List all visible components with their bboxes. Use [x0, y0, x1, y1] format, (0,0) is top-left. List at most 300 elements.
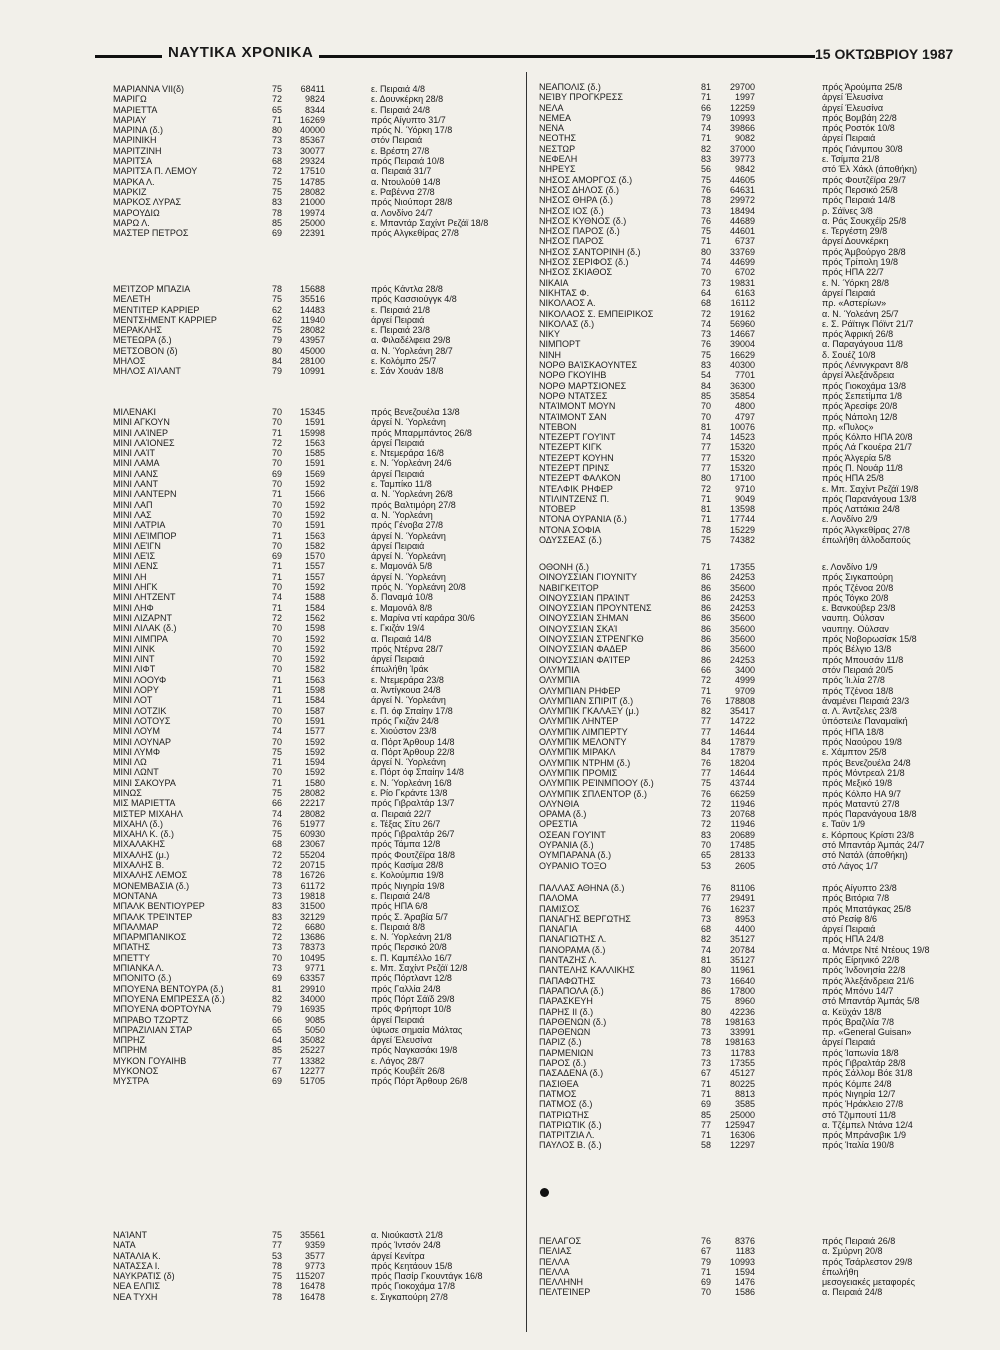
ship-row	[539, 463, 979, 473]
ship-status: ε. Μαμονάλ 5/8	[371, 561, 433, 572]
ship-name: ΟΣΕΑΝ ΓΟΥΊΝΤ	[539, 829, 606, 840]
build-year: 73	[700, 205, 711, 216]
build-year: 84	[271, 356, 282, 367]
ship-status: πρός Ροστόκ 10/8	[822, 123, 895, 134]
build-year: 84	[700, 380, 711, 391]
tonnage: 14523	[729, 432, 755, 443]
build-year: 70	[271, 499, 282, 510]
tonnage: 24253	[729, 592, 755, 603]
tonnage: 13382	[299, 1055, 325, 1066]
ship-row	[539, 758, 979, 768]
build-year: 75	[271, 1271, 282, 1282]
ship-status: πρός Πειραιά 14/8	[822, 195, 896, 206]
tonnage: 7701	[734, 370, 755, 381]
page-title: ΝΑΥΤΙΚΑ ΧΡΟΝΙΚΑ	[162, 44, 319, 61]
ship-row	[539, 675, 979, 685]
ship-status: ε. Πειραιά 24/8	[371, 890, 431, 901]
build-year: 71	[700, 133, 711, 144]
ship-status: πρός Γιάνμπου 30/8	[822, 143, 903, 154]
ship-row	[113, 582, 513, 592]
build-year: 77	[700, 767, 711, 778]
ship-name: ΜΠΡΗΖ	[113, 1035, 145, 1046]
ship-name: ΜΙΝΙ ΛΙΦΤ	[113, 664, 156, 675]
tonnage: 15320	[729, 442, 755, 453]
ship-name: ΝΙΜΠΟΡΤ	[539, 339, 581, 350]
ship-name: ΜΑΡΚΙΖ	[113, 186, 147, 197]
ship-row	[539, 644, 979, 654]
ship-status: πρός Γιβραλτάρ 28/8	[822, 1058, 906, 1069]
ship-status: ε. Μαμονάλ 8/8	[371, 602, 433, 613]
ship-name: ΜΙΝΙ ΛΙΝΚ	[113, 643, 156, 654]
ship-status: πρ. «Πυλος»	[822, 421, 874, 432]
tonnage: 1592	[304, 767, 325, 778]
ship-name: ΠΑΜΙΣΟΣ	[539, 903, 580, 914]
build-year: 69	[700, 1277, 711, 1288]
tonnage: 9771	[304, 963, 325, 974]
ship-status: άργεί Έλευσίνα	[371, 1035, 433, 1046]
ship-row	[113, 284, 513, 294]
ship-row	[113, 335, 513, 345]
ship-name: ΝΑΥΚΡΑΤΙΣ (δ)	[113, 1271, 175, 1282]
ship-status: άργεί Πειραιά	[371, 654, 425, 665]
tonnage: 9824	[304, 94, 325, 105]
ship-name: ΠΑΣΑΔΕΝΑ (δ.)	[539, 1068, 604, 1079]
build-year: 75	[700, 174, 711, 185]
ship-status: πρός Μεξικό 19/8	[822, 778, 893, 789]
ship-name: ΜΟΝΕΜΒΑΣΙΑ (δ.)	[113, 880, 190, 891]
ship-status: α. Ν. Ύολεάνη 25/7	[822, 308, 899, 319]
ship-row	[113, 197, 513, 207]
ship-name: ΠΑΡΟΣ (δ.)	[539, 1058, 587, 1069]
tonnage: 29491	[729, 893, 755, 904]
build-year: 72	[271, 166, 282, 177]
build-year: 62	[271, 304, 282, 315]
build-year: 82	[700, 934, 711, 945]
ship-name: ΟΙΝΟΥΣΣΙΑΝ ΦΑΔΕΡ	[539, 644, 628, 655]
build-year: 83	[271, 197, 282, 208]
ship-row	[539, 267, 979, 277]
ship-status: πρός Γιοκοχάμα 17/8	[371, 1281, 455, 1292]
ship-status: α. Ράς Σουκχέϊρ 25/8	[822, 215, 907, 226]
build-year: 70	[700, 267, 711, 278]
tonnage: 6702	[734, 267, 755, 278]
ship-name: ΝΕΛΑ	[539, 102, 564, 113]
ship-row	[539, 655, 979, 665]
ship-status: πρός Σ. Άραβία 5/7	[371, 911, 448, 922]
tonnage: 14667	[729, 329, 755, 340]
right-section-p	[539, 883, 979, 1151]
ship-status: α. Κεϋχάν 18/8	[822, 1006, 882, 1017]
build-year: 72	[700, 675, 711, 686]
build-year: 73	[271, 880, 282, 891]
ship-status: άργεί Πειραιά	[371, 540, 425, 551]
ship-row	[539, 401, 979, 411]
tonnage: 4400	[734, 924, 755, 935]
tonnage: 1592	[304, 643, 325, 654]
ship-row	[113, 428, 513, 438]
ship-status: ε. Ταμπίκο 11/8	[371, 479, 432, 490]
ship-status: πρός Νοβορωσίσκ 15/8	[822, 634, 917, 645]
ship-status: πρός Νιγηρία 12/7	[822, 1088, 896, 1099]
ship-status: πρός Πειραιά 10/8	[371, 156, 445, 167]
build-year: 72	[271, 612, 282, 623]
tonnage: 11946	[730, 819, 755, 830]
tonnage: 1598	[304, 685, 325, 696]
ship-row	[113, 135, 513, 145]
ship-row	[539, 914, 979, 924]
ship-status: α. Πειραιά 22/7	[371, 808, 432, 819]
tonnage: 16306	[729, 1130, 755, 1141]
build-year: 76	[700, 903, 711, 914]
ship-status: ε. Δουνκέρκη 28/8	[371, 94, 444, 105]
tonnage: 14644	[729, 726, 755, 737]
tonnage: 10993	[729, 1256, 755, 1267]
ship-status: ε. Τεργέστη 29/8	[822, 226, 888, 237]
ship-name: ΟΛΥΜΠΙΚ ΣΠΛΕΝΤΟΡ (δ.)	[539, 788, 647, 799]
tonnage: 35600	[729, 582, 755, 593]
ship-row	[113, 1045, 513, 1055]
build-year: 72	[271, 932, 282, 943]
tonnage: 22391	[299, 228, 325, 239]
ship-row	[539, 686, 979, 696]
ship-row	[113, 156, 513, 166]
ship-row	[539, 904, 979, 914]
ship-status: πρός Τζένοα 18/8	[822, 685, 894, 696]
ship-status: άργεί Πειραιά	[822, 287, 876, 298]
ship-row	[539, 1130, 979, 1140]
tonnage: 9082	[734, 133, 755, 144]
ship-status: ε. Ν. Ύόρκη 28/8	[822, 277, 890, 288]
ship-name: ΜΙΝΙ ΛΑΝΣ	[113, 468, 159, 479]
ship-status: πρός Ίνδονησία 22/8	[822, 965, 906, 976]
ship-row	[539, 113, 979, 123]
ship-row	[539, 716, 979, 726]
tonnage: 19974	[299, 207, 325, 218]
ship-name: ΟΥΜΠΑΡΑΝΑ (δ.)	[539, 850, 612, 861]
ship-row	[539, 257, 979, 267]
ship-status: πρός Άμβούργο 28/8	[822, 246, 906, 257]
tonnage: 12297	[729, 1140, 755, 1151]
ship-status: πρός Ίι.λία 27/8	[822, 675, 885, 686]
build-year: 69	[271, 228, 282, 239]
tonnage: 1562	[304, 612, 325, 623]
tonnage: 1582	[304, 664, 325, 675]
ship-name: ΜΥΚΟΝΟΣ	[113, 1066, 159, 1076]
tonnage: 1563	[304, 674, 325, 685]
tonnage: 16478	[299, 1281, 325, 1292]
tonnage: 44601	[729, 226, 755, 237]
ship-name: ΜΙΝΙ ΛΥΜΦ	[113, 746, 161, 757]
build-year: 65	[271, 1024, 282, 1035]
ship-name: ΜΥΣΤΡΑ	[113, 1076, 149, 1087]
ship-row	[113, 177, 513, 187]
build-year: 73	[700, 1027, 711, 1038]
ship-name: ΟΛΥΜΠΙΑ	[539, 664, 580, 675]
ship-row	[539, 473, 979, 483]
build-year: 81	[700, 955, 711, 966]
build-year: 75	[700, 226, 711, 237]
tonnage: 35600	[729, 644, 755, 655]
build-year: 72	[700, 483, 711, 494]
tonnage: 15229	[729, 524, 755, 535]
ship-status: στό Τζιμπουτί 11/8	[822, 1109, 896, 1120]
ship-status: έπωλήθη	[822, 1266, 859, 1277]
ship-name: ΝΗΣΟΣ ΣΑΝΤΟΡΙΝΗ (δ.)	[539, 246, 641, 257]
ship-row	[113, 870, 513, 880]
build-year: 75	[271, 746, 282, 757]
build-year: 58	[700, 1140, 711, 1151]
build-year: 70	[271, 540, 282, 551]
ship-row	[113, 489, 513, 499]
tonnage: 14722	[729, 716, 755, 727]
ship-row	[539, 696, 979, 706]
ship-status: ε. Ν. Ύορλεάνη 24/6	[371, 458, 452, 469]
build-year: 83	[700, 829, 711, 840]
ship-row	[113, 798, 513, 808]
ship-name: ΜΥΚΟΝ ΓΟΥΑΙΗΒ	[113, 1055, 187, 1066]
ship-name: ΝΙΚΟΛΑΟΣ Α.	[539, 298, 596, 309]
build-year: 70	[271, 448, 282, 459]
ship-row	[113, 115, 513, 125]
tonnage: 20784	[729, 944, 755, 955]
tonnage: 9359	[304, 1240, 325, 1251]
ship-status: πρός Βομβάη 22/8	[822, 112, 897, 123]
build-year: 77	[700, 726, 711, 737]
build-year: 64	[271, 1035, 282, 1046]
build-year: 86	[700, 654, 711, 665]
ship-status: α. Παραγάγουα 11/8	[822, 339, 903, 350]
build-year: 76	[700, 883, 711, 893]
ship-row	[539, 799, 979, 809]
tonnage: 6163	[734, 287, 755, 298]
ship-name: ΠΕΛΤΕΊΝΕΡ	[539, 1287, 591, 1298]
ship-name: ΜΑΡΩ Λ.	[113, 217, 150, 228]
ship-status: ρ. Σάϊνες 3/8	[822, 205, 873, 216]
ship-name: ΝΟΡΘ ΒΑΊΣΚΑΟΥΝΤΕΣ	[539, 360, 638, 371]
tonnage: 3585	[734, 1099, 755, 1110]
build-year: 70	[700, 840, 711, 851]
ship-name: ΠΑΝΟΡΑΜΑ (δ.)	[539, 944, 606, 955]
build-year: 74	[271, 726, 282, 737]
tonnage: 178808	[724, 695, 755, 706]
tonnage: 16640	[729, 975, 755, 986]
issue-date: 15 ΟΚΤΩΒΡΙΟΥ 1987	[815, 46, 954, 62]
tonnage: 30077	[299, 145, 325, 156]
ship-status: ε. Πειραιά 24/8	[371, 104, 431, 115]
ship-row	[539, 1099, 979, 1109]
build-year: 71	[271, 685, 282, 696]
build-year: 72	[700, 798, 711, 809]
ship-row	[113, 1281, 513, 1291]
tonnage: 33991	[729, 1027, 755, 1038]
ship-name: ΝΤΕΖΕΡΤ ΚΙΓΚ	[539, 442, 602, 453]
tonnage: 10991	[299, 366, 325, 377]
tonnage: 15345	[299, 407, 325, 417]
tonnage: 8813	[734, 1088, 755, 1099]
build-year: 75	[271, 1230, 282, 1240]
tonnage: 1557	[304, 561, 325, 572]
ship-row	[113, 706, 513, 716]
build-year: 67	[271, 1066, 282, 1076]
ship-row	[113, 809, 513, 819]
ship-name: ΝΗΣΟΣ ΣΕΡΙΦΟΣ (δ.)	[539, 257, 629, 268]
ship-status: ε. Μπαντάρ Σαχίντ Ρεζάϊ 18/8	[371, 217, 489, 228]
tonnage: 10495	[299, 952, 325, 963]
ship-status: α. Ν. Ύορλεάνη 28/7	[371, 345, 453, 356]
ship-row	[113, 819, 513, 829]
ship-status: έπωλήθη Ίράκ	[371, 664, 429, 675]
ship-row	[539, 391, 979, 401]
ship-status: ναυπηγ. Ούλσαν	[822, 623, 889, 634]
ship-name: ΜΙΣ ΜΑΡΙΕΤΤΑ	[113, 798, 176, 809]
build-year: 76	[700, 757, 711, 768]
build-year: 82	[700, 706, 711, 717]
tonnage: 1592	[304, 509, 325, 520]
ship-name: ΜΙΝΙ ΛΩ	[113, 757, 147, 768]
build-year: 73	[700, 809, 711, 820]
build-year: 70	[271, 520, 282, 531]
tonnage: 3400	[734, 664, 755, 675]
ship-row	[113, 726, 513, 736]
ship-name: ΜΠΟΥΕΝΑ ΦΟΡΤΟΥΝΑ	[113, 1004, 211, 1015]
build-year: 71	[700, 1266, 711, 1277]
ship-name: ΠΑΤΡΙΩΤΙΚ (δ.)	[539, 1119, 602, 1130]
ship-status: ε. Μπ. Σαχίντ Ρεζάϊ 19/8	[822, 483, 919, 494]
ship-name: ΝΗΡΕΥΣ	[539, 164, 576, 175]
ship-name: ΠΑΡΙΖ (δ.)	[539, 1037, 582, 1048]
right-section-pe	[539, 1236, 979, 1298]
ship-name: ΜΙΝΙ ΛΟΤ	[113, 695, 153, 706]
ship-row	[113, 623, 513, 633]
tonnage: 55204	[299, 849, 325, 860]
build-year: 76	[700, 215, 711, 226]
build-year: 69	[700, 1099, 711, 1110]
build-year: 77	[700, 462, 711, 473]
build-year: 76	[700, 788, 711, 799]
ship-status: ε. Λάγος 28/7	[371, 1055, 425, 1066]
ship-name: ΜΑΡΙΝΑ (δ.)	[113, 125, 164, 136]
build-year: 69	[271, 551, 282, 562]
tonnage: 1997	[734, 92, 755, 103]
ship-name: ΝΟΡΘ ΓΚΟΥΙΗΒ	[539, 370, 607, 381]
tonnage: 28100	[299, 356, 325, 367]
ship-name: ΝΙΚΥ	[539, 329, 561, 340]
ship-name: ΜΙΝΩΣ	[113, 787, 142, 798]
tonnage: 28082	[299, 787, 325, 798]
ship-status: πρός Μόντρεαλ 21/8	[822, 767, 905, 778]
ship-row	[539, 850, 979, 860]
ship-status: πρός Περσικό 20/8	[371, 942, 447, 953]
build-year: 86	[700, 644, 711, 655]
build-year: 72	[271, 860, 282, 871]
ship-name: ΜΠΑΛΚ ΒΕΝΤΙΟΥΡΕΡ	[113, 901, 205, 912]
build-year: 73	[271, 942, 282, 953]
ship-name: ΜΠΑΤΗΣ	[113, 942, 150, 953]
ship-name: ΟΛΥΜΠΙΚ ΝΤΡΗΜ (δ.)	[539, 757, 631, 768]
ship-status: ε. Πειραιά 21/8	[371, 304, 431, 315]
ship-name: ΝΗΣΟΣ ΚΥΘΝΟΣ (δ.)	[539, 215, 627, 226]
ship-row	[539, 453, 979, 463]
ship-row	[539, 819, 979, 829]
ship-row	[113, 469, 513, 479]
ship-row	[113, 94, 513, 104]
build-year: 56	[700, 164, 711, 175]
ship-name: ΝΤΕΖΕΡΤ ΚΟΥΗΝ	[539, 452, 614, 463]
ship-status: πρός Κόλπο ΗΠΑ 20/8	[822, 432, 913, 443]
ship-name: ΠΕΛΛΑ	[539, 1256, 570, 1267]
ship-name: ΜΑΡΙΕΤΤΑ	[113, 104, 158, 115]
ship-name: ΠΑΤΡΙΩΤΗΣ	[539, 1109, 590, 1120]
ship-status: πρός Π. Νουάρ 11/8	[822, 462, 903, 473]
ship-name: ΜΑΡΙΑΥ	[113, 114, 147, 125]
ship-status: μεσογειακές μεταφορές	[822, 1277, 915, 1288]
left-section-n	[113, 1230, 513, 1302]
tonnage: 1594	[734, 1266, 755, 1277]
tonnage: 22217	[299, 798, 325, 809]
build-year: 66	[700, 664, 711, 675]
build-year: 66	[271, 798, 282, 809]
build-year: 69	[271, 1076, 282, 1087]
ship-row	[539, 1257, 979, 1267]
ship-status: πρός Παρανάγουα 13/8	[822, 493, 917, 504]
ship-status: πρός Κόλπο ΗΑ 9/7	[822, 788, 902, 799]
ship-row	[113, 1056, 513, 1066]
ship-name: ΝΙΚΟΛΑΟΣ Σ. ΕΜΠΕΙΡΙΚΟΣ	[539, 308, 654, 319]
tonnage: 35854	[729, 390, 755, 401]
ship-row	[113, 850, 513, 860]
ship-name: ΟΙΝΟΥΣΣΙΑΝ ΣΤΡΕΝΓΚΘ	[539, 634, 644, 645]
tonnage: 1592	[304, 499, 325, 510]
ship-name: ΜΠΟΥΕΝΑ ΒΕΝΤΟΥΡΑ (δ.)	[113, 983, 224, 994]
ship-name: ΝΤΟΝΑ ΣΟΦΙΑ	[539, 524, 601, 535]
ship-status: άργεί Πειραιά	[371, 437, 425, 448]
tonnage: 15320	[729, 452, 755, 463]
build-year: 77	[700, 442, 711, 453]
ship-row	[113, 1240, 513, 1250]
build-year: 71	[700, 236, 711, 247]
ship-name: ΠΕΛΑΓΟΣ	[539, 1236, 582, 1246]
build-year: 75	[271, 294, 282, 305]
tonnage: 17355	[729, 562, 755, 572]
ship-row	[539, 1027, 979, 1037]
ship-status: πρός Πειραιά 26/8	[822, 1236, 896, 1246]
build-year: 79	[700, 1256, 711, 1267]
ship-row	[113, 531, 513, 541]
ship-row	[113, 510, 513, 520]
ship-row	[539, 996, 979, 1006]
ship-status: άργεί Ν. Ύορλεάνη	[371, 551, 446, 562]
build-year: 73	[700, 277, 711, 288]
ship-status: ε. Γκιζάν 19/4	[371, 623, 425, 634]
tonnage: 63357	[299, 973, 325, 984]
tonnage: 43957	[299, 335, 325, 346]
ship-name: ΟΙΝΟΥΣΣΙΑΝ ΠΡΟΥΝΤΕΝΣ	[539, 603, 652, 614]
ship-name: ΟΡΕΣΤΙΑ	[539, 819, 578, 830]
build-year: 78	[700, 524, 711, 535]
ship-row	[539, 727, 979, 737]
build-year: 78	[271, 207, 282, 218]
ship-row	[113, 675, 513, 685]
ship-status: πρός Πόρτ Άρθουρ 26/8	[371, 1076, 468, 1087]
ship-row	[539, 593, 979, 603]
ship-status: στόν Πειραιά	[371, 135, 423, 146]
ship-row	[539, 1140, 979, 1150]
tonnage: 4800	[734, 401, 755, 412]
tonnage: 12277	[299, 1066, 325, 1076]
tonnage: 18204	[729, 757, 755, 768]
build-year: 73	[271, 145, 282, 156]
ship-status: πρός Άφρική 26/8	[822, 329, 894, 340]
